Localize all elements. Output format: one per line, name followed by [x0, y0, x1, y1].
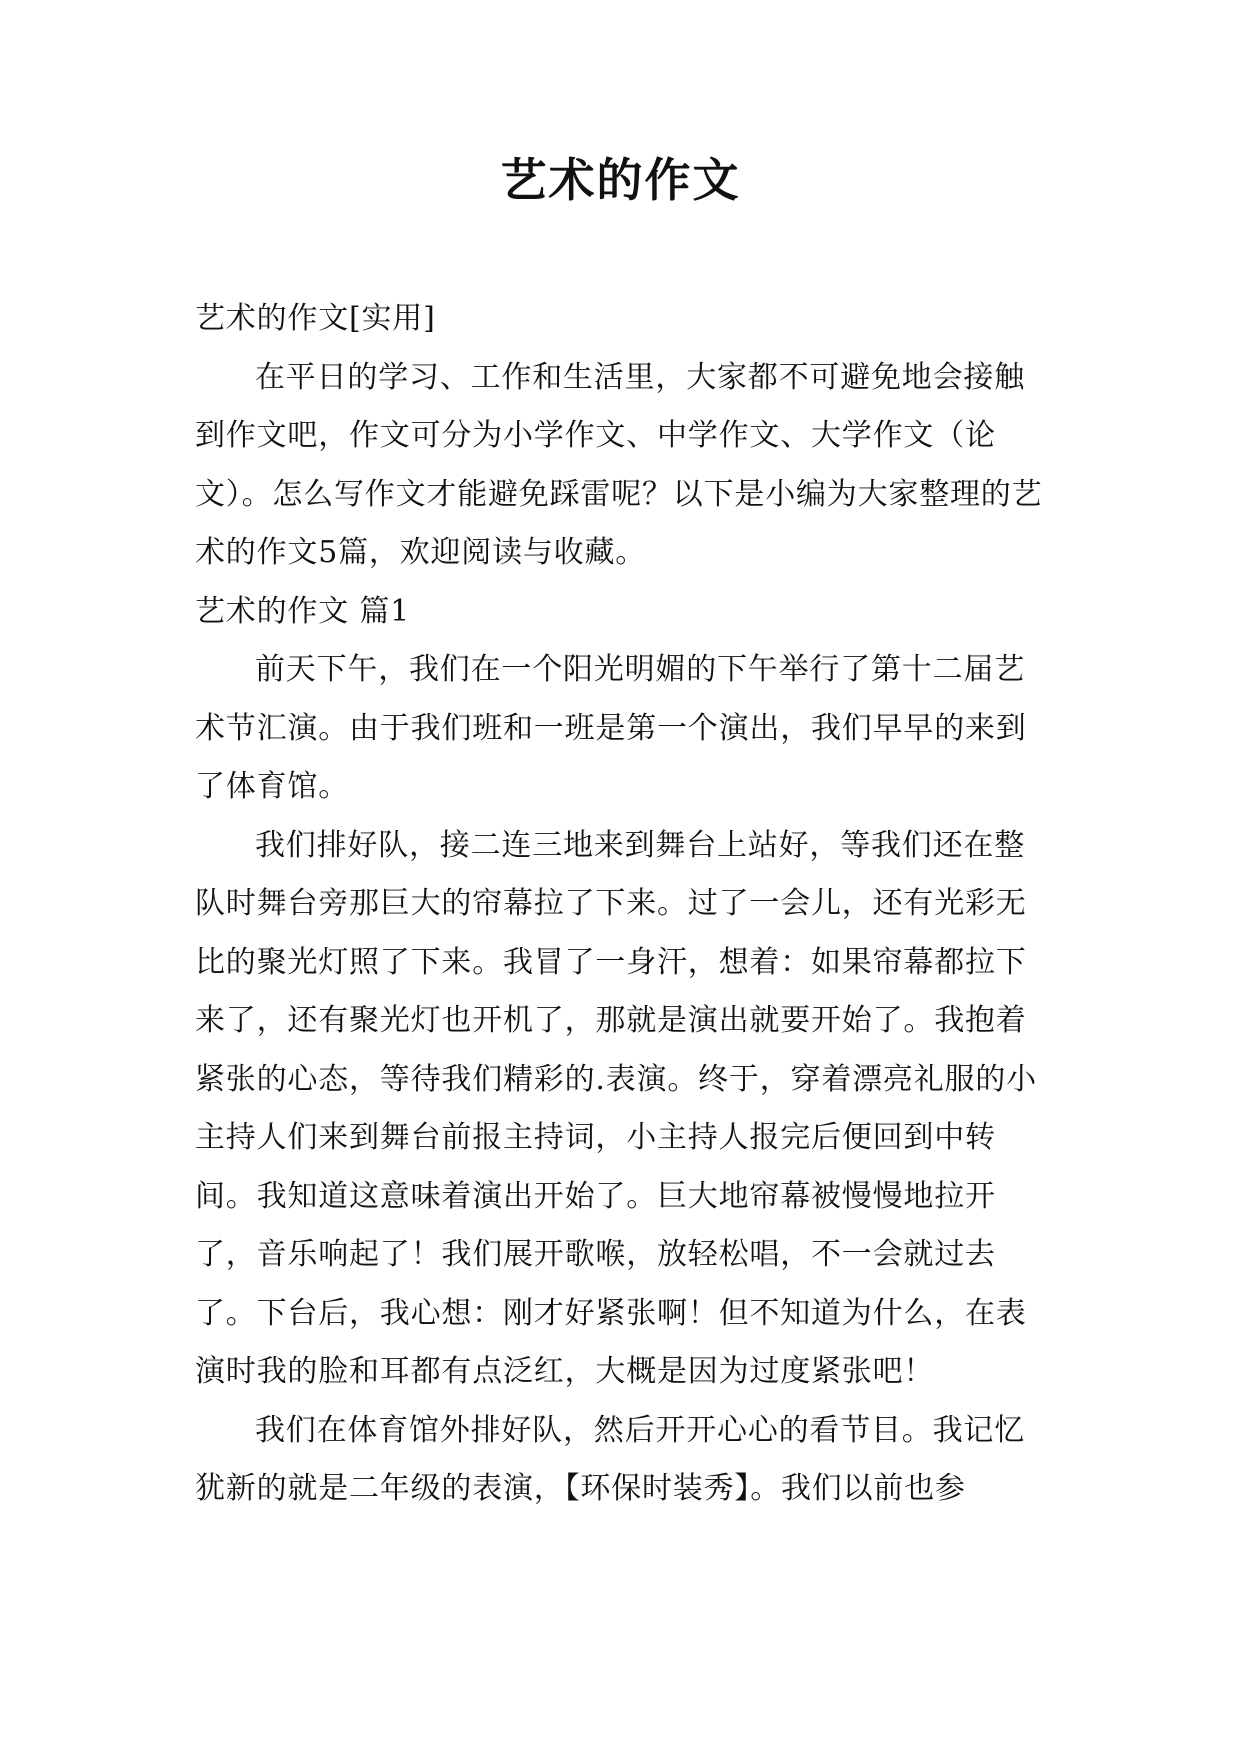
document-body [195, 290, 1050, 1519]
body-paragraph: 我们排好队，接二连三地来到舞台上站好，等我们还在整队时舞台旁那巨大的帘幕拉了下来。过了一会儿，还有光彩无比的聚光灯照了下来。我冒了一身汗，想着：如果帘幕都拉下来了，还有聚光灯也开机了，那就是演出就要开始了。我抱着紧张的心态，等待我们精彩的.表演。终于，穿着漂亮礼服的小主持人们来到舞台前报主持词，小主持人报完后便回到中转间。我知道这意味着演出开始了。巨大地帘幕被慢慢地拉开了，音乐响起了！我们展开歌喉，放轻松唱，不一会就过去了。下台后，我心想：刚才好紧张啊！但不知道为什么，在表演时我的脸和耳都有点泛红，大概是因为过度紧张吧！ [195, 827, 1037, 1389]
body-paragraph: 我们在体育馆外排好队，然后开开心心的看节目。我记忆犹新的就是二年级的表演，【环保时装秀】。我们以前也参 [195, 1412, 1025, 1506]
body-paragraph: 前天下午，我们在一个阳光明媚的下午举行了第十二届艺术节汇演。由于我们班和一班是第一个演出，我们早早的来到了体育馆。 [195, 652, 1027, 804]
section-heading: 艺术的作文 篇1 [195, 593, 411, 629]
document-title: 艺术的作文 [500, 153, 741, 207]
intro-paragraph: 在平日的学习、工作和生活里，大家都不可避免地会接触到作文吧，作文可分为小学作文、中学作文、大学作文（论文）。怎么写作文才能避免踩雷呢？以下是小编为大家整理的艺术的作文5篇，欢迎阅读与收藏。 [195, 359, 1043, 570]
document-subtitle: 艺术的作文[实用] [195, 301, 436, 336]
